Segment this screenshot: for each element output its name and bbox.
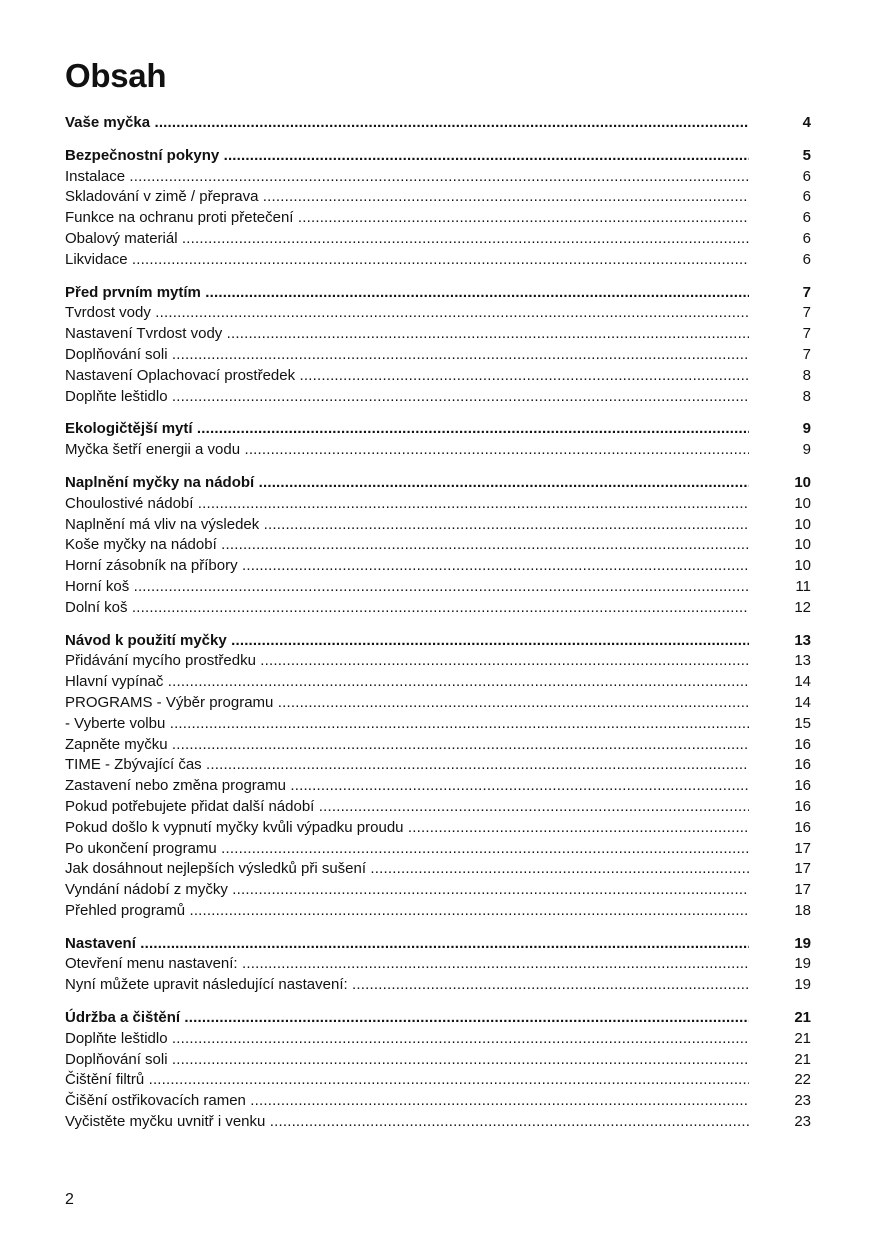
toc-entry[interactable]: [65, 440, 811, 461]
toc-entry-label: Pokud došlo k vypnutí myčky kvůli výpadku proudu .....: [65, 818, 749, 839]
toc-section: [65, 146, 811, 271]
toc-entry[interactable]: [65, 776, 811, 797]
toc-entry-label: Nastavení Tvrdost vody .....: [65, 324, 749, 345]
toc-page-number: 6: [802, 209, 811, 227]
toc-page-number: 16: [794, 756, 811, 774]
toc-section-heading[interactable]: [65, 283, 811, 304]
toc-entry[interactable]: [65, 735, 811, 756]
toc-page-number: 6: [802, 167, 811, 185]
toc-entry-label: Horní koš .....: [65, 577, 749, 598]
toc-entry[interactable]: [65, 672, 811, 693]
toc-entry[interactable]: [65, 494, 811, 515]
toc-page-number: 7: [802, 304, 811, 322]
toc-entry-label: TIME - Zbývající čas .....: [65, 755, 749, 776]
toc-section-heading[interactable]: [65, 473, 811, 494]
toc-entry[interactable]: [65, 714, 811, 735]
toc-entry-label: Tvrdost vody .....: [65, 303, 749, 324]
toc-entry[interactable]: [65, 535, 811, 556]
toc-page-number: 14: [794, 673, 811, 691]
toc-page-number: 8: [802, 387, 811, 405]
toc-entry[interactable]: [65, 693, 811, 714]
toc-page-number: 10: [794, 536, 811, 554]
toc-section: [65, 631, 811, 922]
toc-entry[interactable]: [65, 839, 811, 860]
toc-page-number: 15: [794, 714, 811, 732]
toc-page-number: 7: [802, 283, 811, 301]
toc-page-number: 19: [794, 955, 811, 973]
toc-entry[interactable]: [65, 229, 811, 250]
toc-page-number: 22: [794, 1071, 811, 1089]
toc-entry-label: Po ukončení programu .....: [65, 839, 749, 860]
toc-entry-label: Hlavní vypínač .....: [65, 672, 749, 693]
toc-entry-label: Koše myčky na nádobí .....: [65, 535, 749, 556]
toc-entry[interactable]: [65, 954, 811, 975]
toc-entry-label: Doplňte leštidlo .....: [65, 1029, 749, 1050]
toc-page-number: 7: [802, 345, 811, 363]
toc-entry-label: Nastavení Oplachovací prostředek .....: [65, 366, 749, 387]
toc-page-number: 10: [794, 515, 811, 533]
toc-page-number: 10: [794, 557, 811, 575]
toc-page-number: 14: [794, 693, 811, 711]
toc-page-number: 13: [794, 631, 811, 649]
toc-entry-label: Jak dosáhnout nejlepších výsledků při sušení .....: [65, 859, 749, 880]
toc-section: [65, 1008, 811, 1133]
toc-entry[interactable]: [65, 975, 811, 996]
toc-section-heading[interactable]: [65, 146, 811, 167]
toc-entry-label: Instalace .....: [65, 167, 749, 188]
toc-heading-label: Ekologičtější mytí .....: [65, 419, 749, 440]
toc-section: [65, 113, 811, 134]
toc-entry[interactable]: [65, 1070, 811, 1091]
toc-section: [65, 473, 811, 619]
toc-page-number: 16: [794, 797, 811, 815]
toc-entry[interactable]: [65, 1050, 811, 1071]
toc-entry[interactable]: [65, 1112, 811, 1133]
toc-entry[interactable]: [65, 1091, 811, 1112]
toc-entry-label: Přehled programů .....: [65, 901, 749, 922]
toc-page-number: 16: [794, 735, 811, 753]
table-of-contents: [65, 113, 811, 1145]
toc-page-number: 17: [794, 839, 811, 857]
toc-entry-label: Myčka šetří energii a vodu .....: [65, 440, 749, 461]
toc-entry-label: PROGRAMS - Výběr programu .....: [65, 693, 749, 714]
toc-page-number: 4: [802, 114, 811, 131]
toc-entry-label: Pokud potřebujete přidat další nádobí .....: [65, 797, 749, 818]
toc-page-number: 9: [802, 441, 811, 459]
toc-entry[interactable]: [65, 1029, 811, 1050]
toc-page-number: 16: [794, 818, 811, 836]
toc-entry[interactable]: [65, 577, 811, 598]
toc-entry-label: Zastavení nebo změna programu .....: [65, 776, 749, 797]
toc-section: [65, 934, 811, 996]
toc-page-number: 17: [794, 881, 811, 899]
toc-entry[interactable]: [65, 651, 811, 672]
toc-entry[interactable]: [65, 755, 811, 776]
toc-entry[interactable]: [65, 366, 811, 387]
toc-entry[interactable]: [65, 345, 811, 366]
toc-page-number: 9: [802, 420, 811, 438]
toc-entry-label: Obalový materiál .....: [65, 229, 749, 250]
toc-heading-label: Bezpečnostní pokyny .....: [65, 146, 749, 167]
toc-section-heading[interactable]: [65, 1008, 811, 1029]
page-title: Obsah: [65, 57, 167, 94]
toc-page-number: 16: [794, 777, 811, 795]
toc-page-number: 19: [794, 976, 811, 994]
toc-entry-label: Nyní můžete upravit následující nastavení: .....: [65, 975, 749, 996]
toc-page-number: 21: [794, 1009, 811, 1027]
toc-heading-label: Naplnění myčky na nádobí .....: [65, 473, 749, 494]
toc-page-number: 17: [794, 860, 811, 878]
toc-page-number: 21: [794, 1029, 811, 1047]
toc-entry-label: Zapněte myčku .....: [65, 735, 749, 756]
toc-entry-label: Vyčistěte myčku uvnitř i venku .....: [65, 1112, 749, 1133]
toc-section: [65, 283, 811, 408]
toc-entry-label: Naplnění má vliv na výsledek .....: [65, 515, 749, 536]
toc-page-number: 21: [794, 1050, 811, 1068]
toc-entry-label: Otevření menu nastavení: .....: [65, 954, 749, 975]
toc-section: [65, 419, 811, 461]
toc-entry[interactable]: [65, 901, 811, 922]
toc-page-number: 7: [802, 325, 811, 343]
toc-page-number: 23: [794, 1092, 811, 1110]
toc-entry[interactable]: [65, 880, 811, 901]
toc-entry[interactable]: [65, 167, 811, 188]
toc-entry-label: Čišění ostřikovacích ramen .....: [65, 1091, 749, 1112]
toc-heading-label: Před prvním mytím .....: [65, 283, 749, 304]
toc-entry[interactable]: [65, 324, 811, 345]
toc-entry-label: Doplňte leštidlo .....: [65, 387, 749, 408]
toc-section-heading[interactable]: [65, 631, 811, 652]
toc-page-number: 8: [802, 366, 811, 384]
toc-page-number: 6: [802, 229, 811, 247]
toc-entry[interactable]: [65, 303, 811, 324]
toc-page-number: 6: [802, 250, 811, 268]
toc-heading-label: Údržba a čištění .....: [65, 1008, 749, 1029]
toc-entry[interactable]: [65, 515, 811, 536]
toc-page-number: 12: [794, 598, 811, 616]
toc-entry-label: - Vyberte volbu .....: [65, 714, 749, 735]
toc-entry[interactable]: [65, 818, 811, 839]
toc-entry[interactable]: [65, 598, 811, 619]
toc-entry[interactable]: [65, 556, 811, 577]
toc-page-number: 13: [794, 652, 811, 670]
toc-entry-label: Doplňování soli .....: [65, 345, 749, 366]
toc-page-number: 19: [794, 934, 811, 952]
toc-section-heading[interactable]: [65, 113, 811, 134]
toc-heading-label: Návod k použití myčky .....: [65, 631, 749, 652]
toc-entry-label: Funkce na ochranu proti přetečení .....: [65, 208, 749, 229]
toc-heading-label: Vaše myčka .....: [65, 113, 749, 134]
toc-entry-label: Dolní koš .....: [65, 598, 749, 619]
toc-entry-label: Choulostivé nádobí .....: [65, 494, 749, 515]
toc-section-heading[interactable]: [65, 419, 811, 440]
toc-entry[interactable]: [65, 387, 811, 408]
toc-page-number: 5: [802, 146, 811, 164]
toc-page-number: 18: [794, 901, 811, 919]
toc-entry-label: Likvidace .....: [65, 250, 749, 271]
toc-entry[interactable]: [65, 797, 811, 818]
page-number: 2: [65, 1191, 74, 1208]
toc-section-heading[interactable]: [65, 934, 811, 955]
toc-entry[interactable]: [65, 859, 811, 880]
toc-entry-label: Vyndání nádobí z myčky .....: [65, 880, 749, 901]
toc-entry-label: Přidávání mycího prostředku .....: [65, 651, 749, 672]
toc-page-number: 11: [795, 577, 811, 595]
toc-page-number: 23: [794, 1113, 811, 1131]
toc-page-number: 10: [794, 494, 811, 512]
toc-entry[interactable]: [65, 187, 811, 208]
toc-page-number: 10: [794, 473, 811, 491]
toc-entry[interactable]: [65, 250, 811, 271]
toc-entry[interactable]: [65, 208, 811, 229]
toc-entry-label: Čištění filtrů .....: [65, 1070, 749, 1091]
toc-page-number: 6: [802, 188, 811, 206]
toc-entry-label: Skladování v zimě / přeprava .....: [65, 187, 749, 208]
toc-entry-label: Horní zásobník na příbory .....: [65, 556, 749, 577]
toc-heading-label: Nastavení .....: [65, 934, 749, 955]
toc-entry-label: Doplňování soli .....: [65, 1050, 749, 1071]
